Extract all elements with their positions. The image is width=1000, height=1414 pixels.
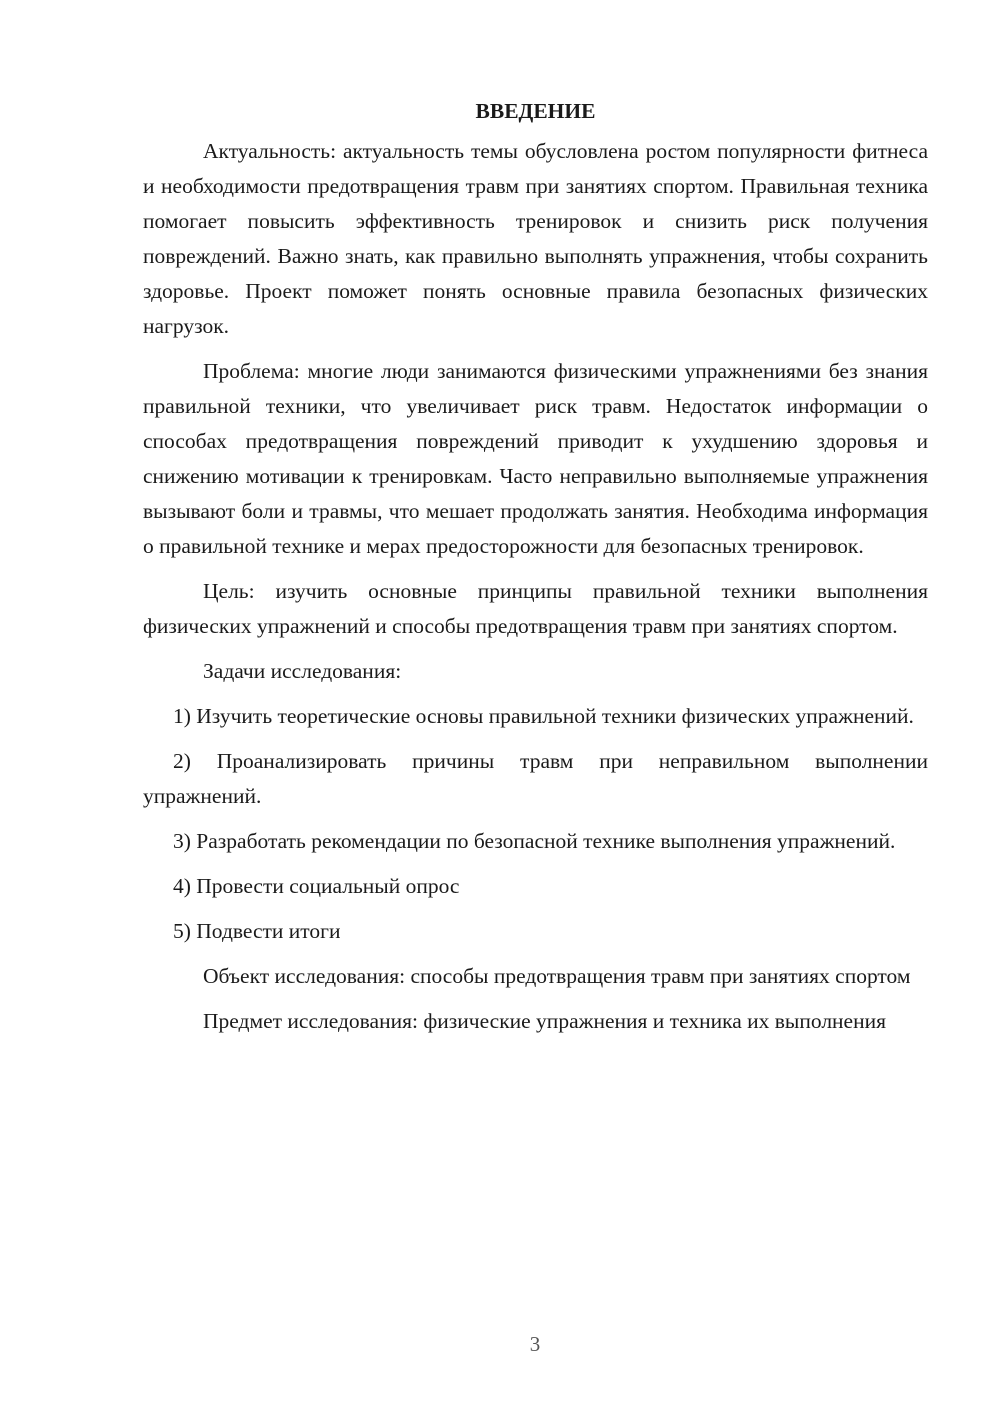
paragraph-subject: Предмет исследования: физические упражнения и техника их выполнения xyxy=(203,1009,887,1033)
task-item-4: 4) Провести социальный опрос xyxy=(173,874,460,898)
paragraph-problem: Проблема: многие люди занимаются физическими упражнениями без знания правильной техники, что увеличивает риск травм. Недостаток информации о способах предотвращения повреждений приводит к ухудшению здоровья и снижению мотивации к тренировкам. Часто неправильно выполняемые упражнения вызывают боли и травмы, что мешает продолжать занятия. Необходима информация о правильной технике и мерах предосторожности для безопасных тренировок. xyxy=(143,359,928,558)
paragraph-goal: Цель: изучить основные принципы правильной техники выполнения физических упражнений и способы предотвращения травм при занятиях спортом. xyxy=(143,579,928,638)
task-item-3: 3) Разработать рекомендации по безопасной технике выполнения упражнений. xyxy=(173,829,896,853)
tasks-heading: Задачи исследования: xyxy=(203,659,402,683)
task-item-2: 2) Проанализировать причины травм при неправильном выполнении упражнений. xyxy=(143,749,928,808)
task-item-5: 5) Подвести итоги xyxy=(173,919,341,943)
paragraph-object: Объект исследования: способы предотвращения травм при занятиях спортом xyxy=(203,964,911,988)
task-item-1: 1) Изучить теоретические основы правильной техники физических упражнений. xyxy=(173,704,914,728)
page-title: ВВЕДЕНИЕ xyxy=(475,99,596,123)
page-number: 3 xyxy=(529,1332,541,1356)
paragraph-relevance: Актуальность: актуальность темы обусловлена ростом популярности фитнеса и необходимости предотвращения травм при занятиях спортом. Правильная техника помогает повысить эффективность тренировок и снизить риск получения повреждений. Важно знать, как правильно выполнять упражнения, чтобы сохранить здоровье. Проект поможет понять основные правила безопасных физических нагрузок. xyxy=(143,139,928,338)
page-content xyxy=(143,94,928,1049)
